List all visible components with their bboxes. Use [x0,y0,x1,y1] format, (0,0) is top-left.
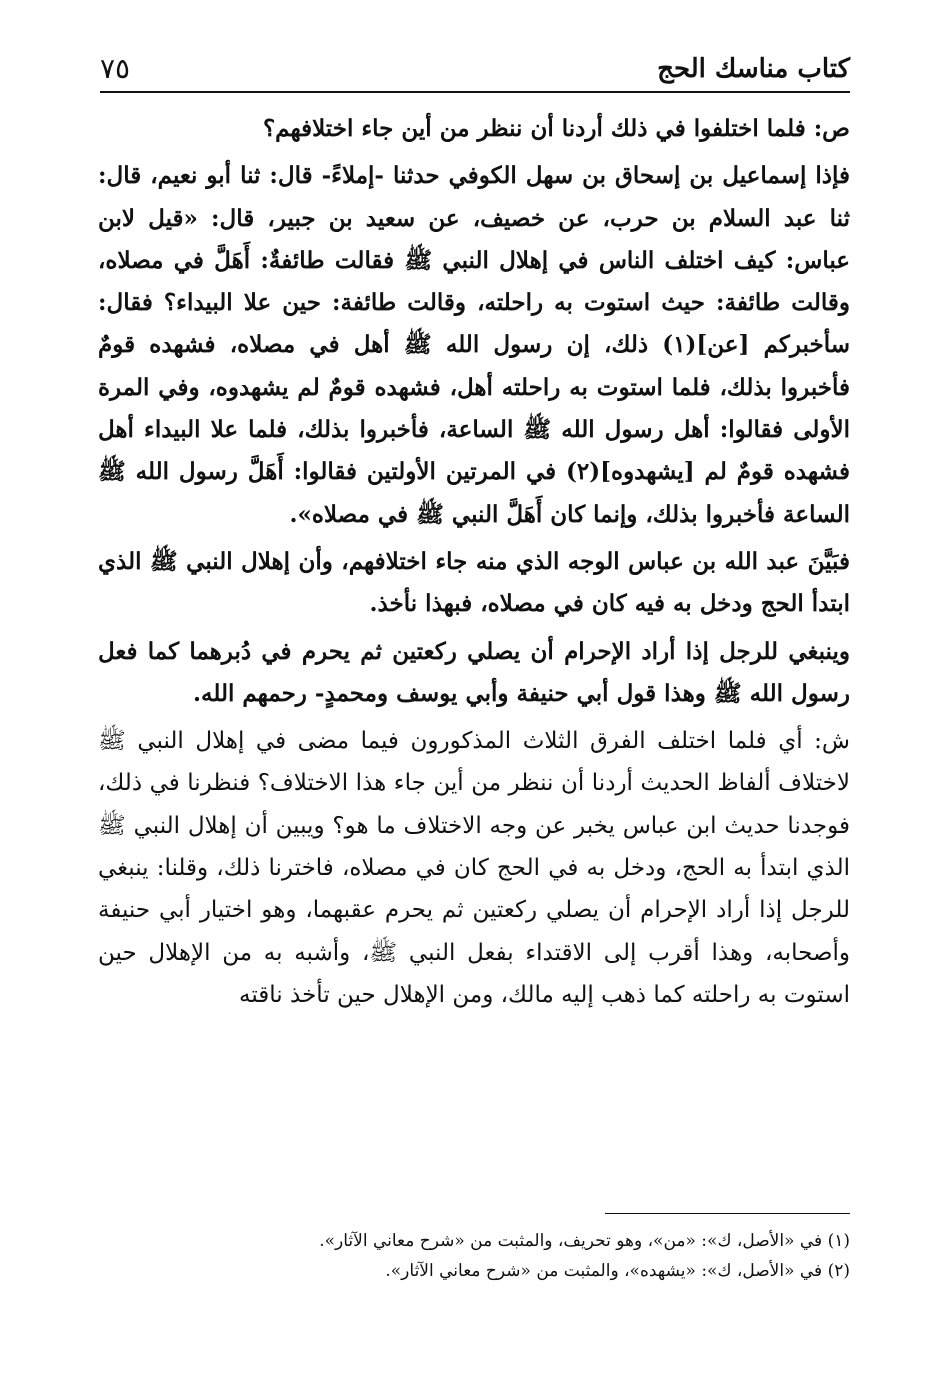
running-header [100,46,850,86]
paragraph-ruling: وينبغي للرجل إذا أراد الإحرام أن يصلي ركعتين ثم يحرم في دُبرهما كما فعل رسول الله ﷺ وهذا قول أبي حنيفة وأبي يوسف ومحمدٍ- رحمهم الله. [98,637,850,707]
paragraph-commentary: ش: أي فلما اختلف الفرق الثلاث المذكورون فيما مضى في إهلال النبي ﷺ لاختلاف ألفاظ الحديث أردنا أن ننظر من أين جاء هذا الاختلاف؟ فنظرنا في ذلك، فوجدنا حديث ابن عباس يخبر عن وجه الاختلاف ما هو؟ ويبين أن إهلال النبي ﷺ الذي ابتدأ به الحج، ودخل به في الحج كان في مصلاه، فاخترنا ذلك، وقلنا: ينبغي للرجل إذا أراد الإحرام أن يصلي ركعتين ثم يحرم عقبهما، وهو اختيار أبي حنيفة وأصحابه، وهذا أقرب إلى الاقتداء بفعل النبي ﷺ، وأشبه به من الإهلال حين استوت به راحلته كما ذهب إليه مالك، ومن الإهلال حين تأخذ ناقته [98,728,850,1008]
paragraph-hadith: فإذا إسماعيل بن إسحاق بن سهل الكوفي حدثنا -إملاءً- قال: ثنا أبو نعيم، قال: ثنا عبد السلام بن حرب، عن خصيف، عن سعيد بن جبير، قال: «قيل لابن عباس: كيف اختلف الناس في إهلال النبي ﷺ فقالت طائفةٌ: أَهَلَّ في مصلاه، وقالت طائفة: حيث استوت به راحلته، وقالت طائفة: حين علا البيداء؟ فقال: سأخبركم [عن](١) ذلك، إن رسول الله ﷺ أهل في مصلاه، فشهده قومٌ فأخبروا بذلك، فلما استوت به راحلته أهل، فشهده قومٌ لم يشهدوه، وفي المرة الأولى فقالوا: أهل رسول الله ﷺ الساعة، فأخبروا بذلك، فلما علا البيداء أهل فشهده قومٌ لم [يشهدوه](٢) في المرتين الأولتين فقالوا: أَهَلَّ رسول الله ﷺ الساعة فأخبروا بذلك، وإنما كان أَهَلَّ النبي ﷺ في مصلاه». [98,162,850,528]
main-text [98,108,850,1021]
page-number: ٧٥ [100,52,131,85]
paragraph-question: ص: فلما اختلفوا في ذلك أردنا أن ننظر من أين جاء اختلافهم؟ [262,115,850,142]
footnote-2: (٢) في «الأصل، ك»: «يشهده»، والمثبت من «شرح معاني الآثار». [385,1261,850,1281]
paragraph-explanation: فبَيَّنَ عبد الله بن عباس الوجه الذي منه جاء اختلافهم، وأن إهلال النبي ﷺ الذي ابتدأ الحج ودخل به فيه كان في مصلاه، فبهذا نأخذ. [98,547,850,618]
header-divider [100,91,850,93]
footnotes [100,1226,850,1286]
footnote-1: (١) في «الأصل، ك»: «من»، وهو تحريف، والمثبت من «شرح معاني الآثار». [319,1231,850,1251]
footnote-divider [605,1213,850,1214]
header-title: كتاب مناسك الحج [657,54,850,84]
